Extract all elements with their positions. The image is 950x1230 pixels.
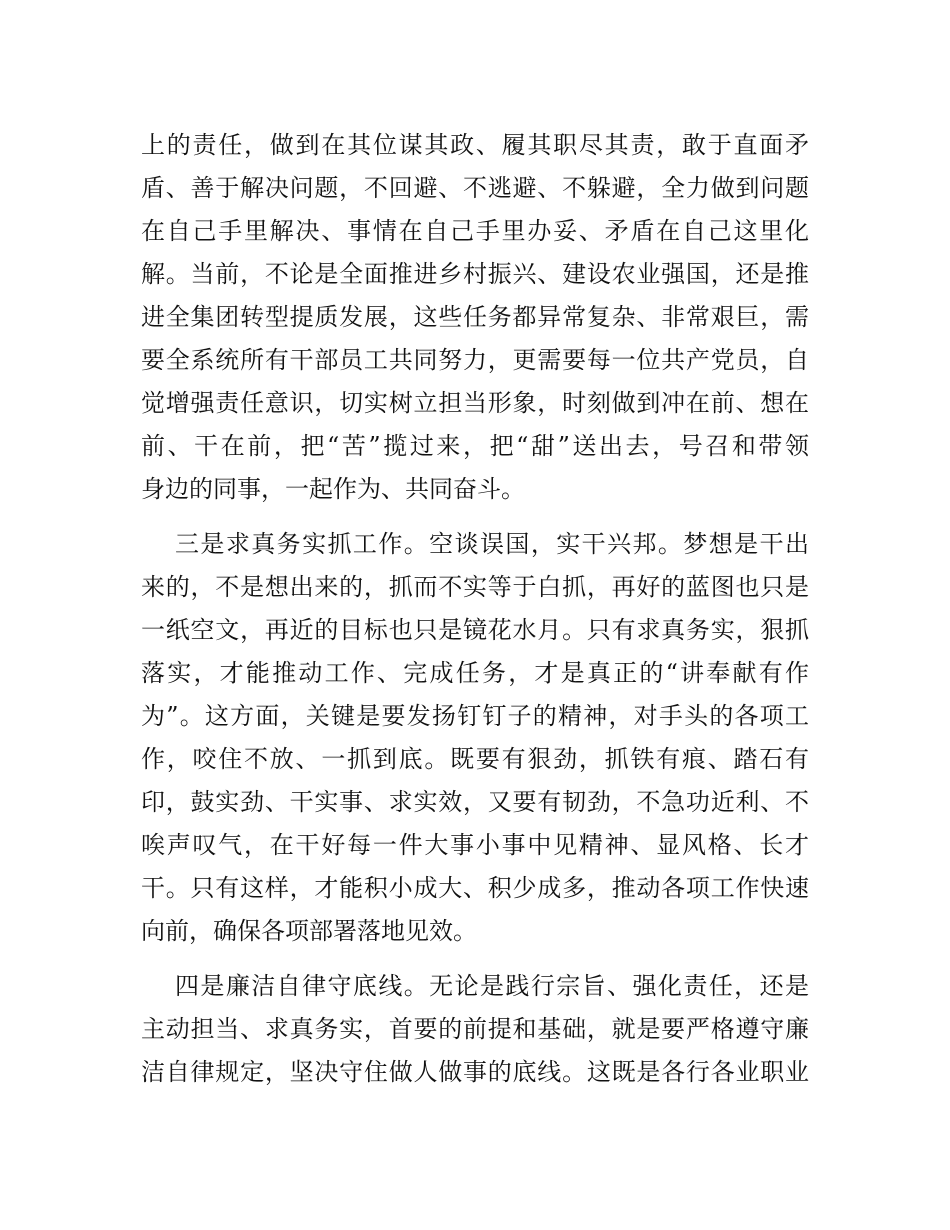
text-line: 一纸空文，再近的目标也只是镜花水月。只有求真务实，狠抓 bbox=[141, 616, 809, 644]
text-line: 向前，确保各项部署落地见效。 bbox=[141, 917, 477, 945]
text-line: 进全集团转型提质发展，这些任务都异常复杂、非常艰巨，需 bbox=[141, 303, 809, 331]
text-line: 印，鼓实劲、干实事、求实效，又要有韧劲，不急功近利、不 bbox=[141, 788, 809, 816]
text-line: 唉声叹气，在干好每一件大事小事中见精神、显风格、长才 bbox=[141, 831, 809, 859]
text-line: 觉增强责任意识，切实树立担当形象，时刻做到冲在前、想在 bbox=[141, 389, 809, 417]
text-line: 干。只有这样，才能积小成大、积少成多，推动各项工作快速 bbox=[141, 874, 809, 902]
text-line: 为”。这方面，关键是要发扬钉钉子的精神，对手头的各项工 bbox=[141, 702, 809, 730]
text-line: 身边的同事，一起作为、共同奋斗。 bbox=[141, 475, 525, 503]
document-page bbox=[141, 124, 809, 1094]
paragraph-1 bbox=[141, 124, 809, 511]
text-line: 解。当前，不论是全面推进乡村振兴、建设农业强国，还是推 bbox=[141, 260, 809, 288]
text-line: 在自己手里解决、事情在自己手里办妥、矛盾在自己这里化 bbox=[141, 217, 809, 245]
paragraph-3 bbox=[141, 965, 809, 1094]
text-line: 来的，不是想出来的，抓而不实等于白抓，再好的蓝图也只是 bbox=[141, 573, 809, 601]
text-line: 三是求真务实抓工作。空谈误国，实干兴邦。梦想是干出 bbox=[175, 530, 809, 558]
text-line: 四是廉洁自律守底线。无论是践行宗旨、强化责任，还是 bbox=[175, 972, 809, 1000]
text-line: 落实，才能推动工作、完成任务，才是真正的“讲奉献有作 bbox=[141, 659, 809, 687]
text-line: 要全系统所有干部员工共同努力，更需要每一位共产党员，自 bbox=[141, 346, 809, 374]
text-line: 上的责任，做到在其位谋其政、履其职尽其责，敢于直面矛 bbox=[141, 131, 809, 159]
text-line: 主动担当、求真务实，首要的前提和基础，就是要严格遵守廉 bbox=[141, 1015, 809, 1043]
paragraph-2 bbox=[141, 523, 809, 953]
text-line: 作，咬住不放、一抓到底。既要有狠劲，抓铁有痕、踏石有 bbox=[141, 745, 809, 773]
text-line: 盾、善于解决问题，不回避、不逃避、不躲避，全力做到问题 bbox=[141, 174, 809, 202]
text-line: 洁自律规定，坚决守住做人做事的底线。这既是各行各业职业 bbox=[141, 1058, 809, 1086]
text-line: 前、干在前，把“苦”揽过来，把“甜”送出去，号召和带领 bbox=[141, 432, 809, 460]
